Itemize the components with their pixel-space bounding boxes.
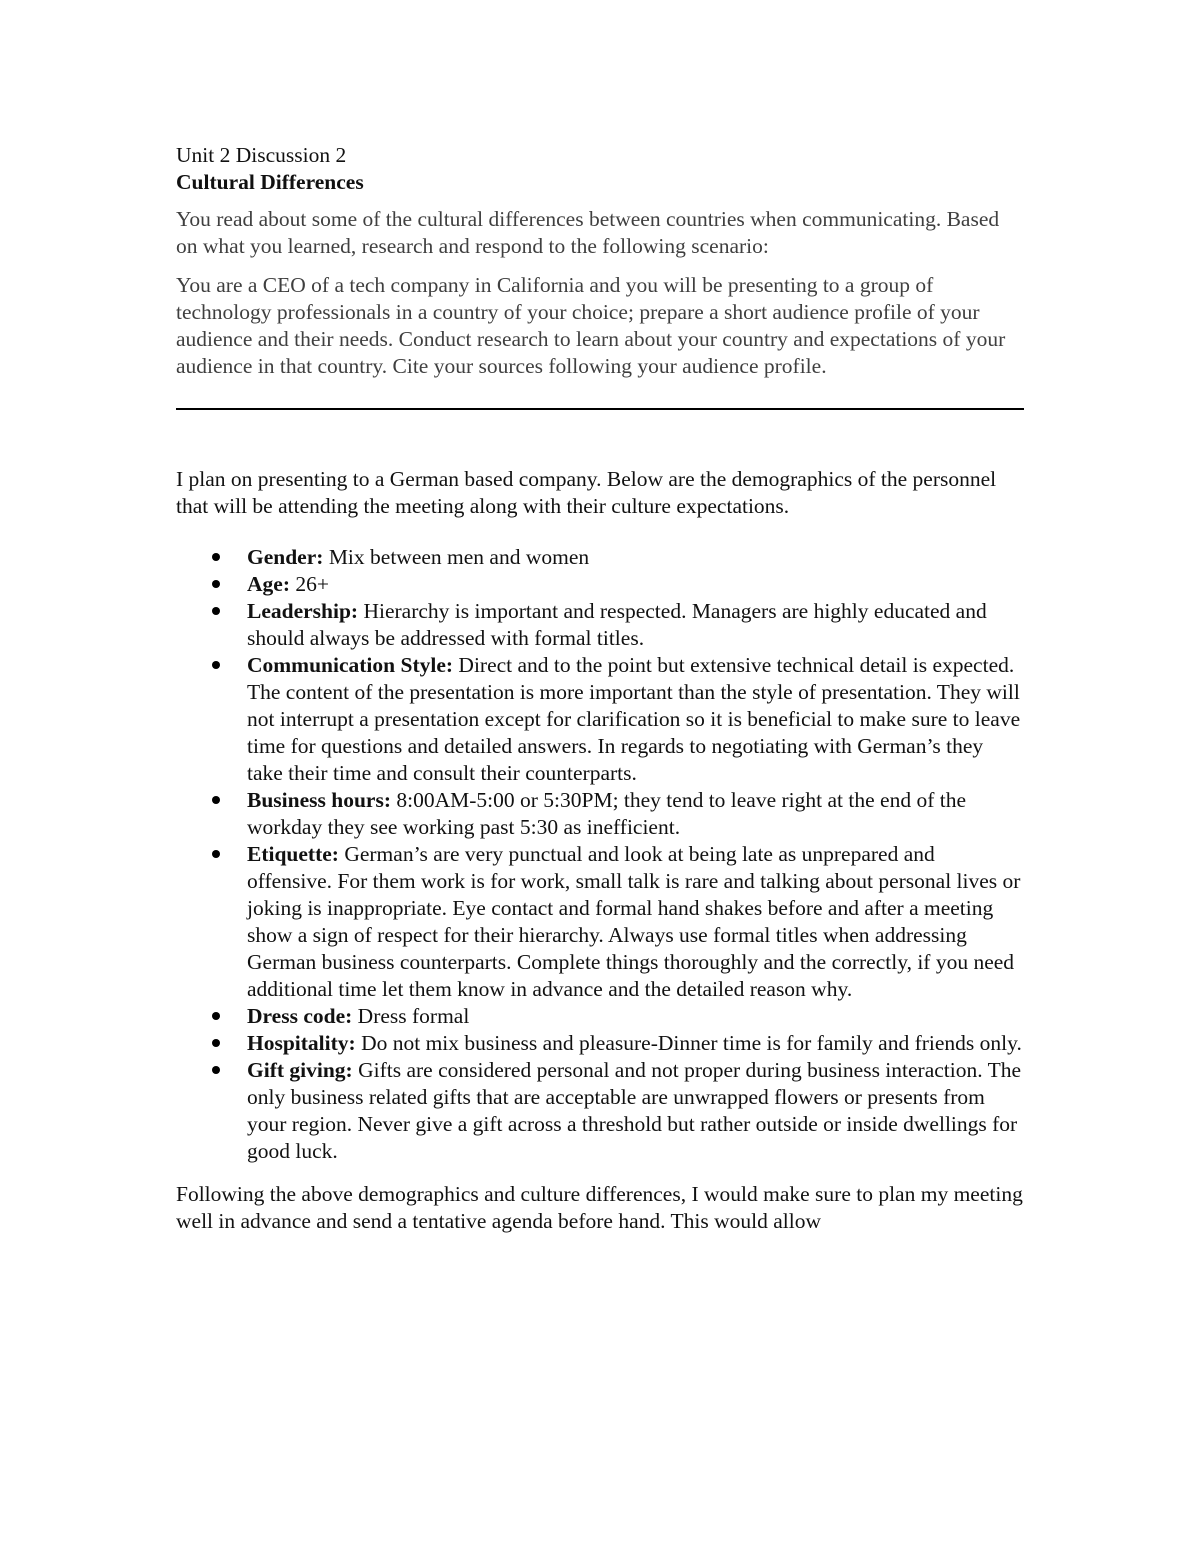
list-item bbox=[176, 571, 1024, 598]
item-label: Leadership: bbox=[247, 599, 359, 623]
list-item bbox=[176, 1057, 1024, 1165]
bullet-icon bbox=[212, 580, 220, 588]
bullet-icon bbox=[212, 1066, 220, 1074]
item-label: Hospitality: bbox=[247, 1031, 356, 1055]
prompt-paragraph-2: You are a CEO of a tech company in California and you will be presenting to a group of technology professionals in a country of your choice; prepare a short audience profile of your audience and their needs. Conduct research to learn about your country and expectations of your audience in that country. Cite your sources following your audience profile. bbox=[176, 273, 1006, 378]
item-label: Communication Style: bbox=[247, 653, 454, 677]
list-item bbox=[176, 598, 1024, 652]
item-text: Mix between men and women bbox=[323, 545, 590, 569]
item-label: Business hours: bbox=[247, 788, 391, 812]
document-subtitle: Cultural Differences bbox=[176, 170, 364, 194]
prompt-paragraph-1: You read about some of the cultural differences between countries when communicating. Based on what you learned, research and respond to the following scenario: bbox=[176, 207, 1000, 258]
bullet-icon bbox=[212, 661, 220, 669]
bullet-icon bbox=[212, 796, 220, 804]
horizontal-divider bbox=[176, 408, 1024, 410]
item-text: Dress formal bbox=[352, 1004, 470, 1028]
item-text: 8:00AM-5:00 or 5:30PM; they tend to leave right at the end of the workday they see working past 5:30 as inefficient. bbox=[247, 788, 967, 839]
bullet-icon bbox=[212, 553, 220, 561]
item-label: Age: bbox=[247, 572, 290, 596]
bullet-icon bbox=[212, 607, 220, 615]
response-intro: I plan on presenting to a German based company. Below are the demographics of the personnel that will be attending the meeting along with their culture expectations. bbox=[176, 467, 997, 518]
document-title: Unit 2 Discussion 2 bbox=[176, 143, 347, 167]
audience-profile-list bbox=[176, 544, 1024, 1165]
list-item bbox=[176, 1030, 1024, 1057]
item-text: 26+ bbox=[289, 572, 329, 596]
item-text: Do not mix business and pleasure-Dinner time is for family and friends only. bbox=[355, 1031, 1022, 1055]
item-label: Etiquette: bbox=[247, 842, 339, 866]
item-label: Gift giving: bbox=[247, 1058, 353, 1082]
list-item bbox=[176, 787, 1024, 841]
item-text: Direct and to the point but extensive technical detail is expected. The content of the presentation is more important than the style of presentation. They will not interrupt a presentation except for clarification so it is beneficial to make sure to leave time for questions and detailed answers. In regards to negotiating with German’s they take their time and consult their counterparts. bbox=[247, 653, 1021, 785]
response-conclusion: Following the above demographics and culture differences, I would make sure to plan my meeting well in advance and send a tentative agenda before hand. This would allow bbox=[176, 1182, 1023, 1233]
item-text: Gifts are considered personal and not proper during business interaction. The only business related gifts that are acceptable are unwrapped flowers or presents from your region. Never give a gift across a threshold but rather outside or inside dwellings for good luck. bbox=[247, 1058, 1022, 1163]
bullet-icon bbox=[212, 1039, 220, 1047]
item-text: German’s are very punctual and look at being late as unprepared and offensive. For them work is for work, small talk is rare and talking about personal lives or joking is inappropriate. Eye contact and formal hand shakes before and after a meeting show a sign of respect for their hierarchy. Always use formal titles when addressing German business counterparts. Complete things thoroughly and the correctly, if you need additional time let them know in advance and the detailed reason why. bbox=[247, 842, 1021, 1001]
bullet-icon bbox=[212, 850, 220, 858]
document-page bbox=[176, 142, 1024, 1235]
item-label: Dress code: bbox=[247, 1004, 353, 1028]
list-item bbox=[176, 841, 1024, 1003]
item-text: Hierarchy is important and respected. Managers are highly educated and should always be addressed with formal titles. bbox=[247, 599, 987, 650]
list-item bbox=[176, 544, 1024, 571]
list-item bbox=[176, 1003, 1024, 1030]
item-label: Gender: bbox=[247, 545, 324, 569]
bullet-icon bbox=[212, 1012, 220, 1020]
list-item bbox=[176, 652, 1024, 787]
